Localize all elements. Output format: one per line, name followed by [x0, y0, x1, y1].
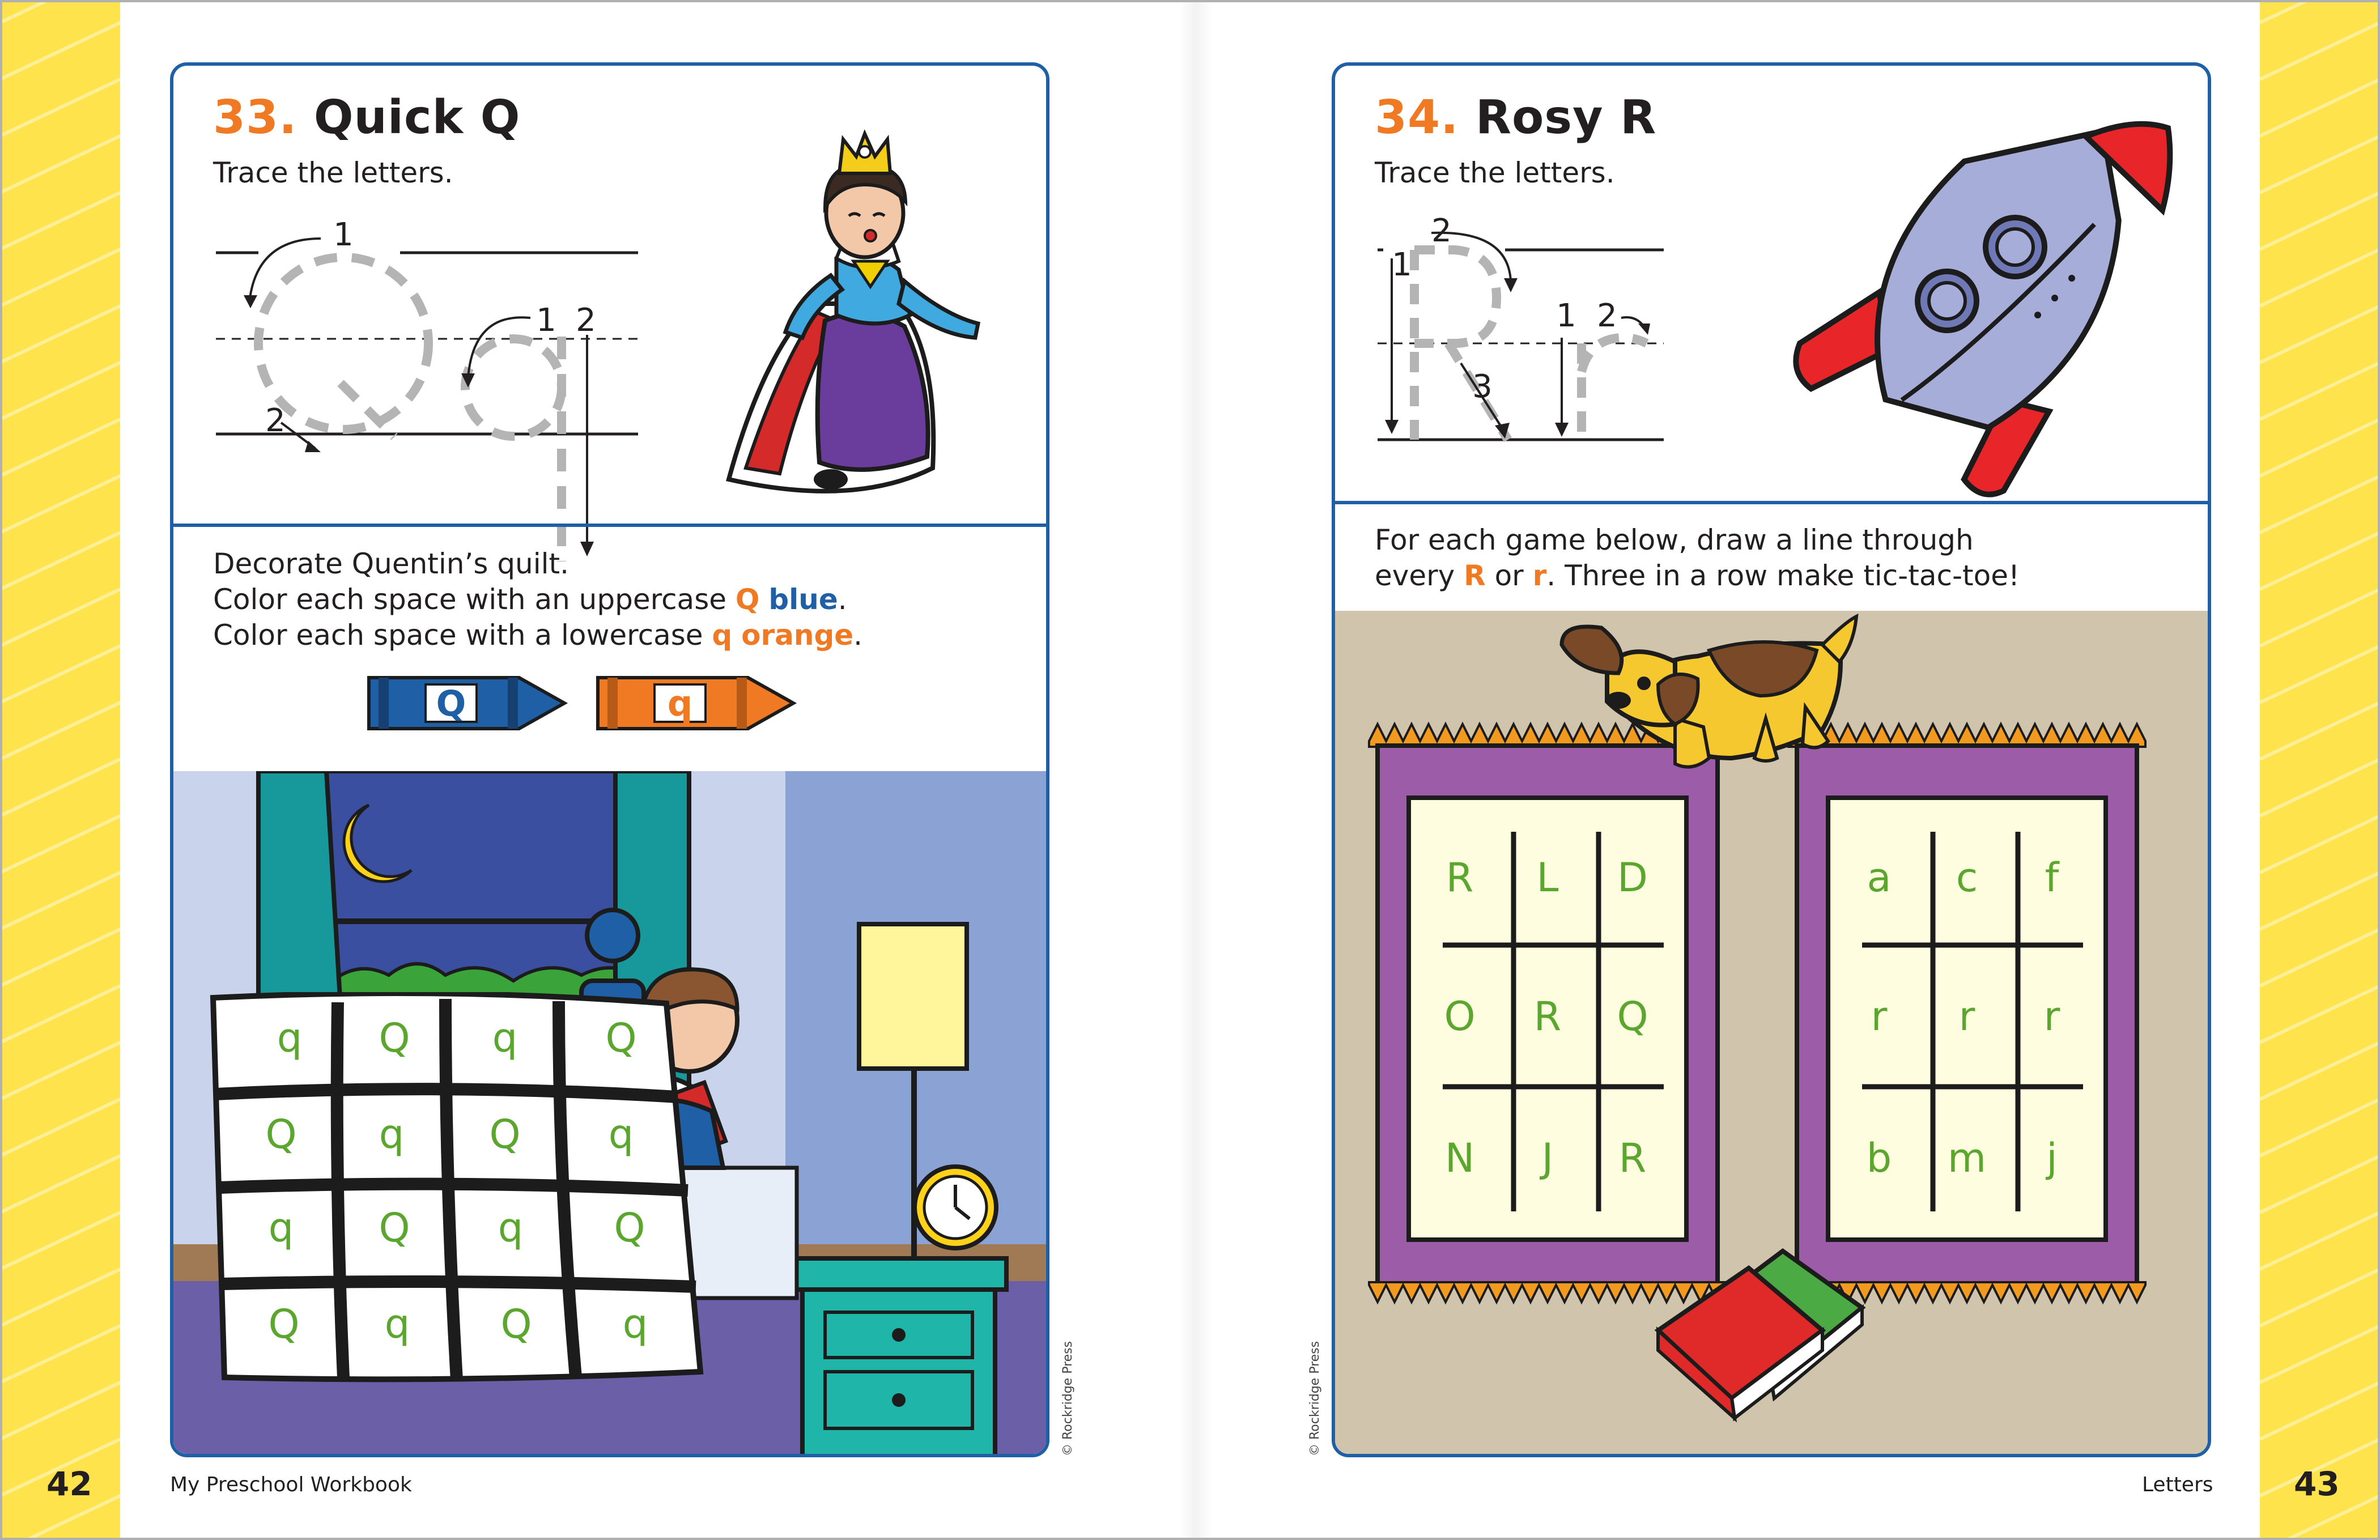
q-upper-step2-label: 2 — [265, 402, 286, 439]
blue-crayon-label: Q — [436, 683, 466, 724]
board-1-cell[interactable]: R — [1618, 1135, 1647, 1181]
board-1-cell[interactable]: Q — [1617, 993, 1648, 1040]
board-2-cell[interactable]: f — [2045, 854, 2059, 901]
activity-34-title: Rosy R — [1475, 91, 1657, 144]
board-1-cell[interactable]: J — [1541, 1135, 1554, 1181]
quilt-space[interactable]: Q — [268, 1301, 300, 1347]
board-1-cell[interactable]: R — [1533, 993, 1562, 1040]
board-2-cell[interactable]: a — [1867, 854, 1892, 901]
board-2-cell[interactable]: r — [1871, 993, 1888, 1040]
decorate-instruction-line3: Color each space with a lowercase q orange. — [213, 619, 863, 652]
activity-33-number: 33. — [213, 91, 298, 144]
quilt-space[interactable]: Q — [614, 1205, 645, 1251]
r-upper-step2-label: 2 — [1431, 212, 1452, 249]
quilt-space[interactable]: q — [492, 1015, 518, 1061]
copyright-right: © Rockridge Press — [1308, 1341, 1322, 1456]
quilt-space[interactable]: Q — [500, 1301, 532, 1347]
board-2-cell[interactable]: m — [1947, 1135, 1987, 1181]
quilt-space[interactable]: q — [277, 1015, 303, 1061]
decorate-instruction-line2: Color each space with an uppercase Q blue. — [213, 583, 847, 616]
board-2-cell[interactable]: c — [1956, 854, 1978, 901]
quilt-space[interactable]: Q — [265, 1111, 297, 1158]
quilt-space[interactable]: q — [498, 1205, 524, 1251]
right-section-label: Letters — [2142, 1473, 2213, 1496]
q-lower-step2-label: 2 — [576, 302, 596, 339]
tic-tac-toe-uppercase-r: R — [1464, 559, 1486, 592]
left-page-number: 42 — [46, 1465, 92, 1503]
copyright-left: © Rockridge Press — [1061, 1341, 1075, 1456]
quilt-space[interactable]: Q — [605, 1015, 637, 1061]
r-upper-step3-label: 3 — [1472, 368, 1493, 405]
quilt-space[interactable]: q — [379, 1111, 405, 1158]
left-book-title: My Preschool Workbook — [170, 1473, 412, 1496]
tic-tac-toe-line2-middle: or — [1485, 559, 1533, 592]
board-2-cell[interactable]: b — [1866, 1135, 1892, 1181]
quilt-space[interactable]: Q — [489, 1111, 521, 1158]
board-1-cell[interactable]: O — [1444, 993, 1476, 1040]
board-2-cell[interactable]: r — [1958, 993, 1975, 1040]
board-2-cell[interactable]: j — [2046, 1135, 2058, 1181]
board-2-cell[interactable]: r — [2043, 993, 2060, 1040]
quilt-space[interactable]: q — [608, 1111, 634, 1158]
r-upper-step1-label: 1 — [1392, 246, 1412, 283]
board-1-cell[interactable]: D — [1617, 854, 1648, 901]
q-lower-step1-label: 1 — [536, 302, 556, 339]
quilt-space[interactable]: q — [268, 1205, 294, 1251]
activity-33-title: Quick Q — [313, 91, 521, 144]
decorate-line3-prefix: Color each space with a lowercase — [213, 619, 712, 652]
decorate-lowercase-q: q — [712, 619, 733, 652]
tic-tac-toe-line2-suffix: . Three in a row make tic-tac-toe! — [1546, 559, 2020, 592]
quilt-space[interactable]: Q — [379, 1205, 410, 1251]
q-upper-step1-label: 1 — [333, 216, 354, 253]
decorate-line2-prefix: Color each space with an uppercase — [213, 583, 736, 616]
activity-34-number: 34. — [1375, 91, 1459, 144]
decorate-color-blue: blue — [768, 583, 838, 616]
tic-tac-toe-instruction-line1: For each game below, draw a line through — [1375, 524, 1974, 556]
board-1-cell[interactable]: N — [1444, 1135, 1475, 1181]
quilt-space[interactable]: Q — [379, 1015, 410, 1061]
board-1-cell[interactable]: R — [1446, 854, 1474, 901]
activity-33-trace-instruction: Trace the letters. — [213, 156, 453, 189]
decorate-instruction-line1: Decorate Quentin’s quilt. — [213, 547, 570, 580]
quilt-space[interactable]: q — [622, 1301, 648, 1347]
right-page-number: 43 — [2294, 1465, 2340, 1503]
r-lower-step1-label: 1 — [1556, 297, 1576, 334]
board-1-cell[interactable]: L — [1536, 854, 1559, 901]
tic-tac-toe-line2-prefix: every — [1375, 559, 1464, 592]
orange-crayon-label: q — [667, 683, 693, 724]
decorate-color-orange: orange — [741, 619, 854, 652]
r-lower-step2-label: 2 — [1597, 297, 1617, 334]
tic-tac-toe-lowercase-r: r — [1532, 559, 1547, 592]
activity-34-trace-instruction: Trace the letters. — [1375, 156, 1615, 189]
quilt-space[interactable]: q — [384, 1301, 410, 1347]
decorate-uppercase-q: Q — [735, 583, 760, 616]
